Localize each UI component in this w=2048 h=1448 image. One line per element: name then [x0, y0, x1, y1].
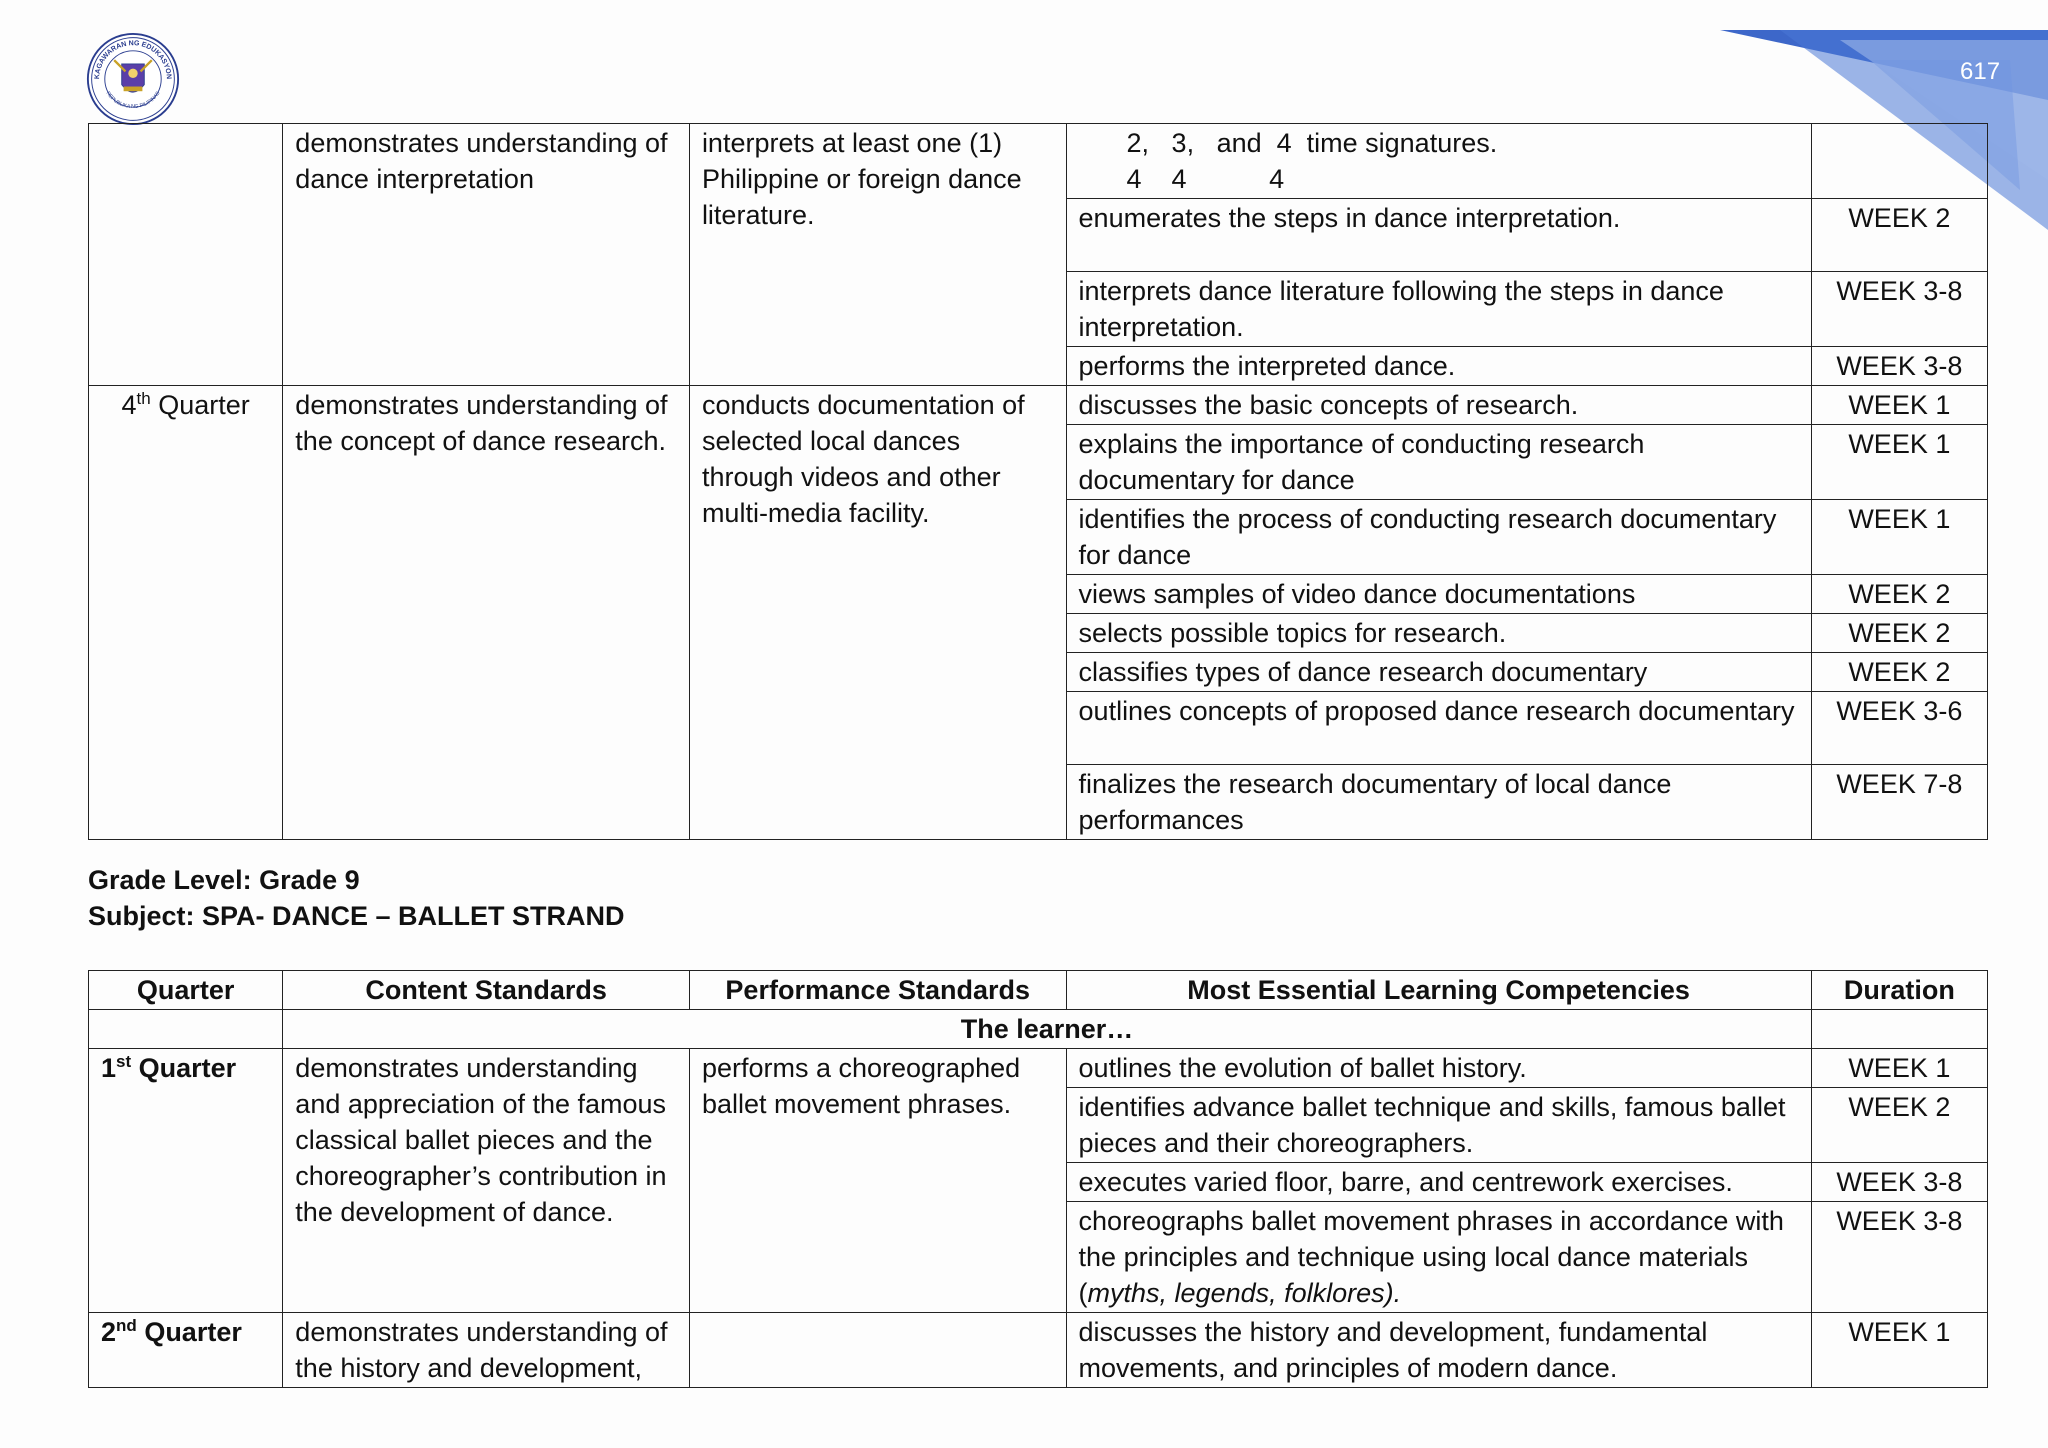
empty-cell	[1811, 1010, 1987, 1049]
duration	[1811, 124, 1987, 199]
duration: WEEK 3-8	[1811, 1163, 1987, 1202]
duration: WEEK 3-8	[1811, 347, 1987, 386]
competency: outlines concepts of proposed dance research documentary	[1066, 692, 1811, 765]
table-row	[89, 1313, 1988, 1388]
performance-standard: interprets at least one (1) Philippine or foreign dance literature.	[689, 124, 1066, 386]
header-duration: Duration	[1811, 971, 1987, 1010]
content-standard: demonstrates understanding of the concept of dance research.	[283, 386, 690, 840]
subject-heading: Subject: SPA- DANCE – BALLET STRAND	[88, 901, 625, 931]
competency	[1066, 124, 1811, 199]
competency: views samples of video dance documentations	[1066, 575, 1811, 614]
duration: WEEK 3-8	[1811, 272, 1987, 347]
competency: discusses the basic concepts of research.	[1066, 386, 1811, 425]
learner-row	[89, 1010, 1988, 1049]
competency: identifies advance ballet technique and skills, famous ballet pieces and their choreographers.	[1066, 1088, 1811, 1163]
duration: WEEK 2	[1811, 199, 1987, 272]
header-competencies: Most Essential Learning Competencies	[1066, 971, 1811, 1010]
competency: finalizes the research documentary of local dance performances	[1066, 765, 1811, 840]
competency-table-grade9	[88, 970, 1988, 1388]
competency: executes varied floor, barre, and centrework exercises.	[1066, 1163, 1811, 1202]
header-performance-standards: Performance Standards	[689, 971, 1066, 1010]
table-row	[89, 1049, 1988, 1088]
performance-standard: conducts documentation of selected local dances through videos and other multi-media facility.	[689, 386, 1066, 840]
header-row	[89, 971, 1988, 1010]
content-standard: demonstrates understanding of dance interpretation	[283, 124, 690, 386]
empty-cell	[89, 1010, 283, 1049]
competency: identifies the process of conducting research documentary for dance	[1066, 500, 1811, 575]
time-signature-denominators: 4 4 4	[1126, 164, 1285, 194]
competency: discusses the history and development, fundamental movements, and principles of modern dance.	[1066, 1313, 1811, 1388]
duration: WEEK 3-8	[1811, 1202, 1987, 1313]
learner-label: The learner…	[283, 1010, 1811, 1049]
header-quarter: Quarter	[89, 971, 283, 1010]
duration: WEEK 1	[1811, 425, 1987, 500]
header-content-standards: Content Standards	[283, 971, 690, 1010]
competency: enumerates the steps in dance interpretation.	[1066, 199, 1811, 272]
performance-standard: performs a choreographed ballet movement phrases.	[689, 1049, 1066, 1313]
competency: selects possible topics for research.	[1066, 614, 1811, 653]
seal-text-bottom: REPUBLIKA NG PILIPINAS	[104, 90, 162, 111]
page-number: 617	[1960, 58, 2001, 85]
duration: WEEK 2	[1811, 653, 1987, 692]
time-signature-numerators: 2, 3, and 4 time signatures.	[1126, 128, 1498, 158]
duration: WEEK 2	[1811, 575, 1987, 614]
duration: WEEK 1	[1811, 386, 1987, 425]
content-standard: demonstrates understanding of the history and development,	[283, 1313, 690, 1388]
duration: WEEK 7-8	[1811, 765, 1987, 840]
duration: WEEK 3-6	[1811, 692, 1987, 765]
deped-seal-logo	[86, 32, 180, 126]
competency: outlines the evolution of ballet history.	[1066, 1049, 1811, 1088]
competency: interprets dance literature following the steps in dance interpretation.	[1066, 272, 1811, 347]
performance-standard	[689, 1313, 1066, 1388]
duration: WEEK 2	[1811, 614, 1987, 653]
competency: choreographs ballet movement phrases in accordance with the principles and technique using local dance materials (myths, legends, folklores).	[1066, 1202, 1811, 1313]
duration: WEEK 2	[1811, 1088, 1987, 1163]
competency-table-continued	[88, 123, 1988, 840]
duration: WEEK 1	[1811, 1049, 1987, 1088]
competency: classifies types of dance research documentary	[1066, 653, 1811, 692]
quarter-cell: 4th Quarter	[89, 386, 283, 840]
grade-level-heading: Grade Level: Grade 9	[88, 865, 360, 895]
duration: WEEK 1	[1811, 500, 1987, 575]
duration: WEEK 1	[1811, 1313, 1987, 1388]
content-standard: demonstrates understanding and appreciation of the famous classical ballet pieces and the choreographer’s contribution in the development of dance.	[283, 1049, 690, 1313]
quarter-cell: 2nd Quarter	[89, 1313, 283, 1388]
quarter-cell	[89, 124, 283, 386]
table-row	[89, 386, 1988, 425]
seal-text-top: KAGAWARAN NG EDUKASYON	[94, 40, 172, 80]
competency: performs the interpreted dance.	[1066, 347, 1811, 386]
quarter-cell: 1st Quarter	[89, 1049, 283, 1313]
competency: explains the importance of conducting research documentary for dance	[1066, 425, 1811, 500]
table-row	[89, 124, 1988, 199]
